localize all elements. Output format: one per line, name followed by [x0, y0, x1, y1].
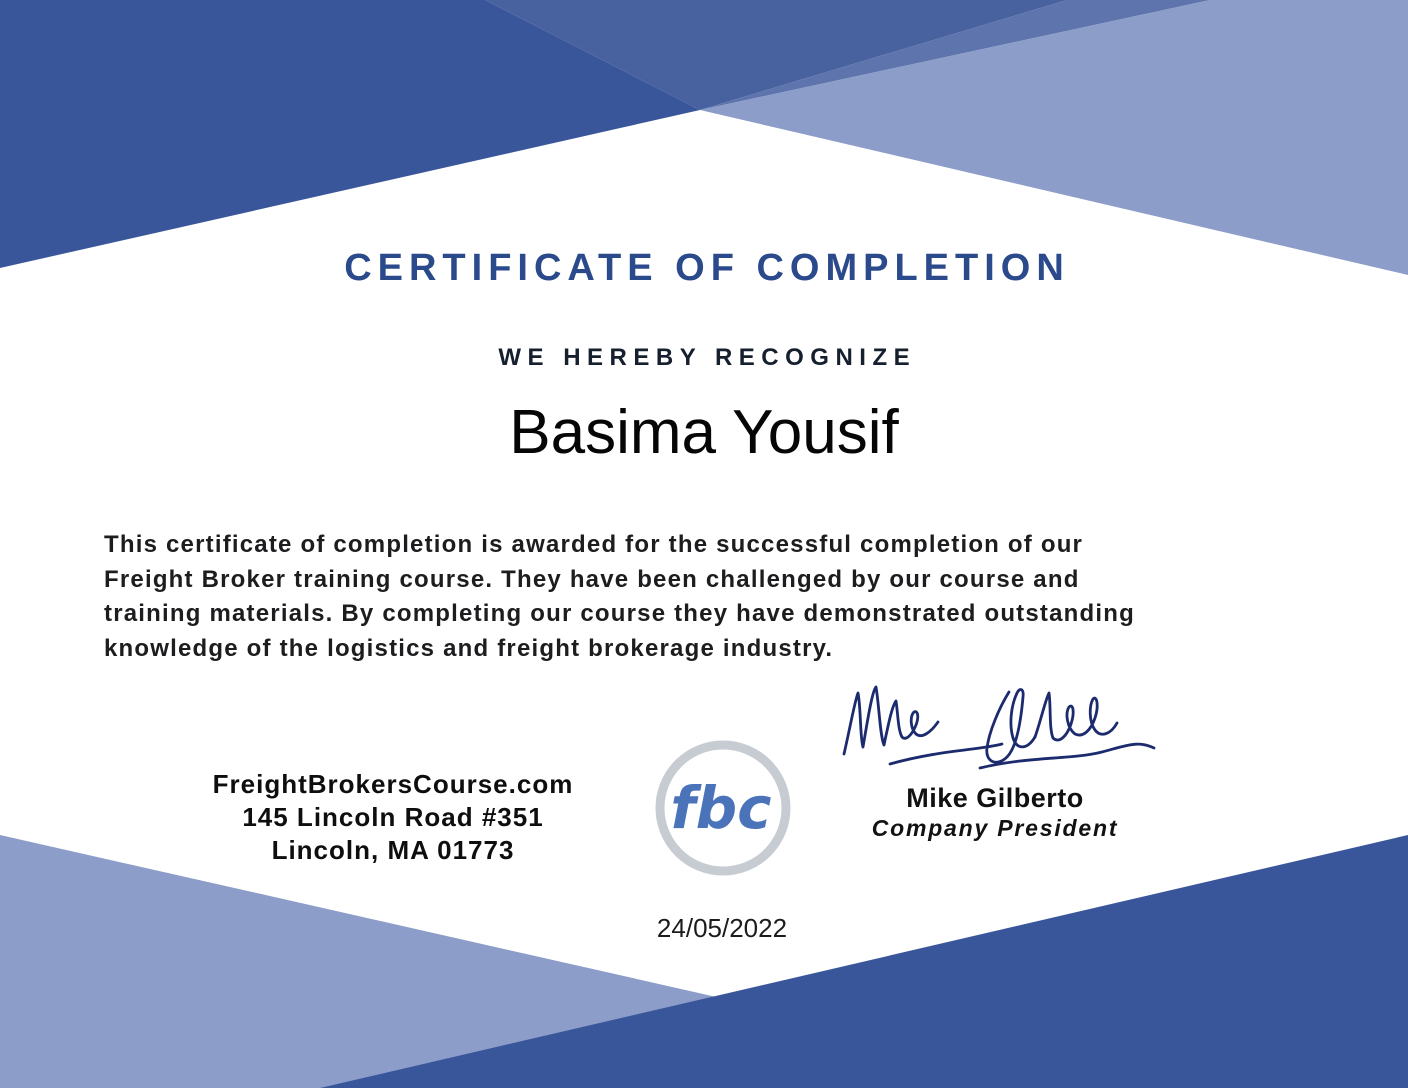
recipient-name: Basima Yousif [509, 398, 899, 467]
signature-block [830, 680, 1160, 843]
issuer-address-line-2: Lincoln, MA 01773 [271, 835, 515, 865]
fbc-logo [653, 738, 793, 878]
body-line-1: This certificate of completion is awarded for the successful completion of our [104, 531, 1084, 558]
issuer-address-line-1: 145 Lincoln Road #351 [242, 802, 544, 832]
certificate-body [104, 528, 1135, 666]
issuer-address-block [118, 768, 668, 867]
certificate-subtitle: WE HEREBY RECOGNIZE [498, 344, 917, 371]
fbc-logo-text: fbc [670, 774, 772, 842]
signer-name: Mike Gilberto [906, 783, 1084, 813]
issuer-website: FreightBrokersCourse.com [212, 769, 574, 799]
body-line-4: knowledge of the logistics and freight brokerage industry. [104, 634, 834, 662]
body-line-2: Freight Broker training course. They have been challenged by our course and [104, 565, 1080, 593]
signer-title: Company President [871, 815, 1119, 841]
completion-date: 24/05/2022 [656, 913, 788, 943]
signature-strokes [844, 687, 1154, 768]
signature-image [830, 680, 1160, 777]
body-line-3: training materials. By completing our course they have demonstrated outstanding [104, 600, 1135, 627]
certificate-title: CERTIFICATE OF COMPLETION [344, 247, 1070, 289]
